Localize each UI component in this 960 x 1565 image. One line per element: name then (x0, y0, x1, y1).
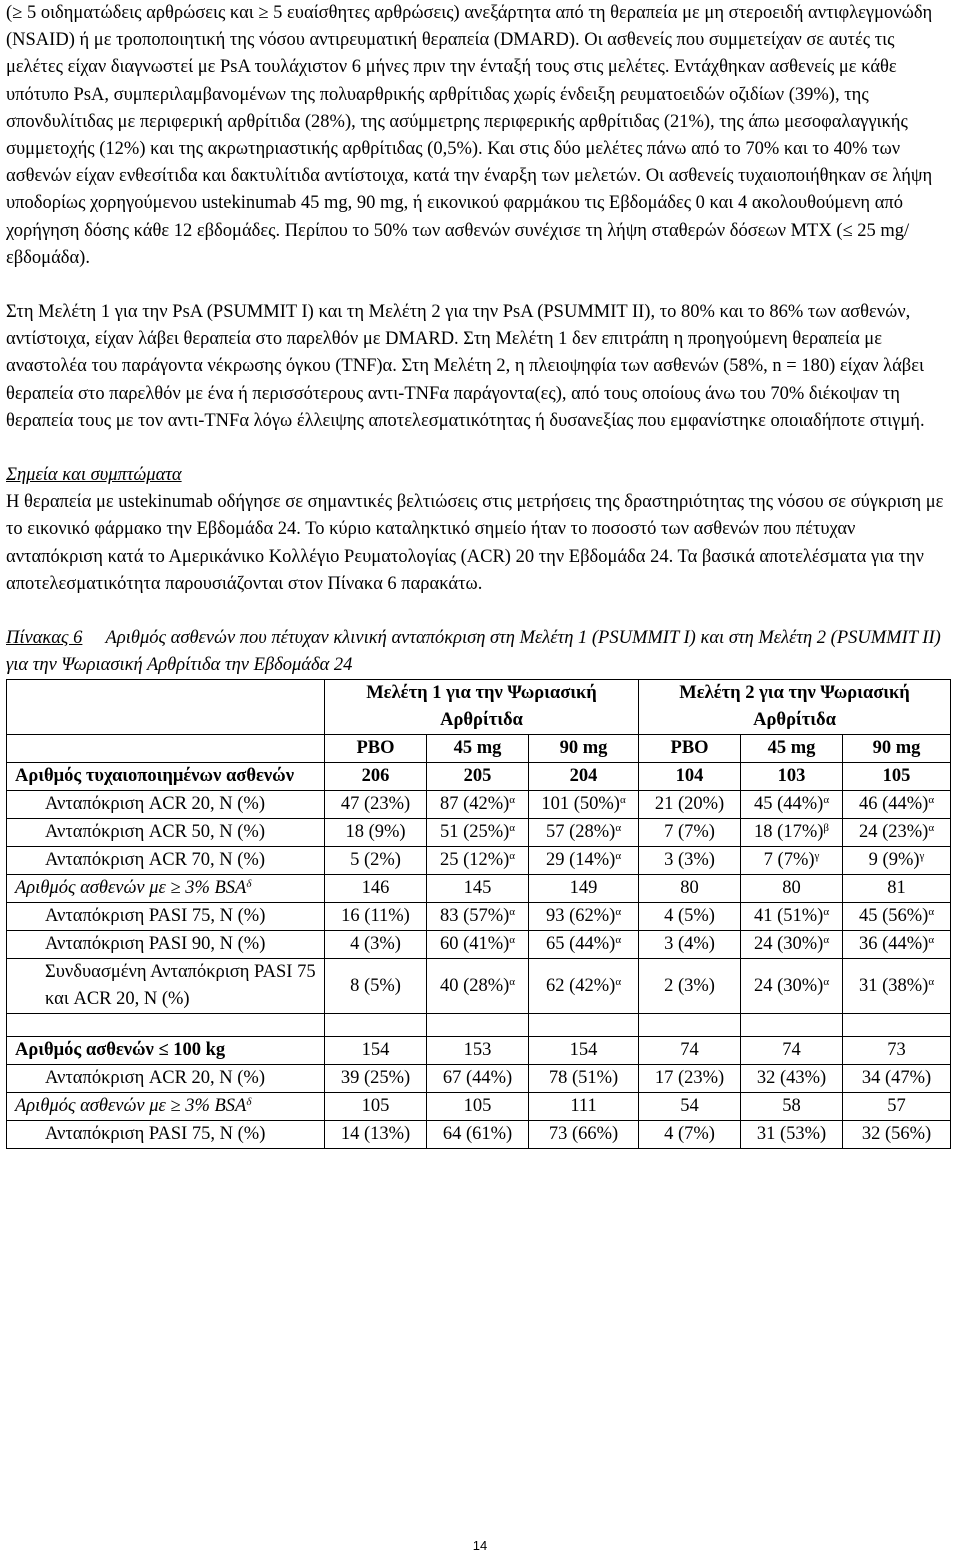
table-cell (639, 1093, 741, 1121)
table-cell (741, 847, 843, 875)
cell-value: 14 (13%) (340, 1124, 411, 1145)
row-label (7, 1093, 325, 1121)
table-cell (427, 875, 529, 903)
footnote-marker: α (928, 906, 935, 919)
cell-value: 145 (463, 878, 492, 899)
cell-value: 31 (38%) (858, 975, 929, 996)
results-table (6, 679, 951, 1149)
row-label-text: Ανταπόκριση ACR 20, N (%) (45, 794, 266, 815)
cell-value: 80 (680, 878, 699, 899)
cell-value: 46 (44%) (858, 794, 929, 815)
table-cell (427, 1037, 529, 1065)
cell-value: 74 (782, 1040, 801, 1061)
table-cell (325, 791, 427, 819)
table-cell (427, 819, 529, 847)
col-header: 45 mg (741, 735, 843, 763)
cell-value: 73 (887, 1040, 906, 1061)
cell-value: 24 (23%) (858, 822, 929, 843)
table-row (7, 1065, 951, 1093)
cell-value: 24 (30%) (753, 934, 824, 955)
table-cell (843, 819, 951, 847)
table-cell (325, 1037, 427, 1065)
cell-value: 206 (361, 766, 390, 787)
row-label-text: Αριθμός ασθενών ≤ 100 kg (15, 1040, 226, 1061)
table-row (7, 903, 951, 931)
row-label (7, 791, 325, 819)
table-caption (6, 625, 954, 679)
table-row (7, 791, 951, 819)
footnote-marker: α (509, 850, 516, 863)
table-header-dose-row (7, 735, 951, 763)
table-row (7, 1093, 951, 1121)
table-cell (741, 959, 843, 1014)
cell-value: 4 (5%) (664, 906, 715, 927)
cell-value: 9 (9%) (868, 850, 920, 871)
footnote-marker: α (928, 975, 935, 988)
footnote-marker: α (509, 934, 516, 947)
table-cell (325, 875, 427, 903)
cell-value: 24 (30%) (753, 975, 824, 996)
table-row (7, 819, 951, 847)
row-label (7, 875, 325, 903)
col-header: PBO (325, 735, 427, 763)
table-cell (843, 763, 951, 791)
table-cell (639, 931, 741, 959)
table-cell-empty (427, 1014, 529, 1037)
table-cell (741, 875, 843, 903)
footnote-marker: γ (814, 850, 820, 863)
footnote-marker: α (615, 850, 622, 863)
table-cell (843, 847, 951, 875)
cell-value: 154 (569, 1040, 598, 1061)
table-cell (843, 875, 951, 903)
cell-value: 40 (28%) (439, 975, 510, 996)
paragraph-results: Η θεραπεία με ustekinumab οδήγησε σε σημαντικές βελτιώσεις στις μετρήσεις της δραστηριότητας της νόσου σε σύγκριση με το εικονικό φάρμακο την Εβδομάδα 24. Το κύριο καταληκτικό σημείο ήταν το ποσοστό των ασθενών που πέτυχαν ανταπόκριση κατά το Αμερικάνικο Κολλέγιο Ρευματολογίας (ACR) 20 την Εβδομάδα 24. Τα βασικά αποτελέσματα για την αποτελεσματικότητα παρουσιάζονται στον Πίνακα 6 παρακάτω. (6, 492, 944, 594)
table-header-empty (7, 735, 325, 763)
table-cell (325, 1093, 427, 1121)
table-cell (639, 1037, 741, 1065)
cell-value: 83 (57%) (439, 906, 510, 927)
table-cell (741, 1065, 843, 1093)
cell-value: 34 (47%) (861, 1068, 932, 1089)
footnote-marker: α (928, 822, 935, 835)
footnote-marker: δ (246, 878, 252, 891)
table-cell (529, 1065, 639, 1093)
col-header: 45 mg (427, 735, 529, 763)
table-cell (639, 903, 741, 931)
table-cell (639, 875, 741, 903)
cell-value: 57 (28%) (545, 822, 616, 843)
col-header: PBO (639, 735, 741, 763)
cell-value: 205 (463, 766, 492, 787)
row-label (7, 763, 325, 791)
table-cell (639, 959, 741, 1014)
row-label-text: Ανταπόκριση ACR 50, N (%) (45, 822, 266, 843)
row-label-text: Ανταπόκριση ACR 20, N (%) (45, 1068, 266, 1089)
table-cell (325, 1121, 427, 1149)
row-label (7, 1065, 325, 1093)
table-cell (325, 847, 427, 875)
footnote-marker: α (928, 934, 935, 947)
footnote-marker: α (509, 822, 516, 835)
row-label (7, 959, 325, 1014)
paragraph-study-design: (≥ 5 οιδηματώδεις αρθρώσεις και ≥ 5 ευαίσθητες αρθρώσεις) ανεξάρτητα από τη θεραπεία με μη στεροειδή αντιφλεγμονώδη (NSAID) ή με τροποποιητική της νόσου αντιρευματική θεραπεία (DMARD). Οι ασθενείς που συμμετείχαν σε αυτές τις μελέτες είχαν διαγνωστεί με PsA τουλάχιστον 6 μήνες πριν την ένταξή τους στις μελέτες. Εντάχθηκαν ασθενείς με κάθε υπότυπο PsA, συμπεριλαμβανομένων της πολυαρθρικής αρθρίτιδας χωρίς ένδειξη ρευματοειδών οζιδίων (39%), της σπονδυλίτιδας με περιφερική αρθρίτιδα (28%), της ασύμμετρης περιφερικής αρθρίτιδας (21%), της άπω μεσοφαλαγγικής συμμετοχής (12%) και της ακρωτηριαστικής αρθρίτιδας (0,5%). Και στις δύο μελέτες πάνω από το 70% και το 40% των ασθενών είχαν ενθεσίτιδα και δακτυλίτιδα αντίστοιχα, κατά την έναρξη των μελετών. Οι ασθενείς τυχαιοποιήθηκαν σε λήψη υποδορίως χορηγούμενου ustekinumab 45 mg, 90 mg, ή εικονικού φαρμάκου τις Εβδομάδες 0 και 4 ακολουθούμενη από χορήγηση δόσης κάθε 12 εβδομάδες. Περίπου το 50% των ασθενών συνέχισε τη λήψη σταθερών δόσεων MTX (≤ 25 mg/εβδομάδα). (6, 3, 933, 268)
cell-value: 105 (882, 766, 911, 787)
cell-value: 54 (680, 1096, 699, 1117)
cell-value: 57 (887, 1096, 906, 1117)
cell-value: 93 (62%) (545, 906, 616, 927)
table-cell (741, 1037, 843, 1065)
cell-value: 67 (44%) (442, 1068, 513, 1089)
cell-value: 58 (782, 1096, 801, 1117)
row-label (7, 903, 325, 931)
cell-value: 62 (42%) (545, 975, 616, 996)
cell-value: 2 (3%) (664, 975, 715, 996)
table-cell (741, 819, 843, 847)
table-cell (843, 1037, 951, 1065)
cell-value: 7 (7%) (664, 822, 715, 843)
table-cell (427, 791, 529, 819)
row-label (7, 1121, 325, 1149)
row-label (7, 847, 325, 875)
table-cell (639, 819, 741, 847)
table-cell (741, 931, 843, 959)
table-row (7, 847, 951, 875)
col-header: 90 mg (843, 735, 951, 763)
table-cell (427, 903, 529, 931)
section-heading: Σημεία και συμπτώματα (6, 465, 182, 486)
table-cell (325, 1065, 427, 1093)
table-row (7, 1121, 951, 1149)
row-label-text: Αριθμός ασθενών με ≥ 3% BSA (15, 878, 247, 899)
table-cell (529, 903, 639, 931)
table-cell (529, 931, 639, 959)
cell-value: 80 (782, 878, 801, 899)
page-number: 14 (472, 1538, 488, 1553)
cell-value: 4 (3%) (350, 934, 401, 955)
table-header-empty (7, 680, 325, 735)
footnote-marker: α (928, 794, 935, 807)
table-cell (529, 763, 639, 791)
cell-value: 104 (675, 766, 704, 787)
col-header: 90 mg (529, 735, 639, 763)
table-row (7, 959, 951, 1014)
footnote-marker: α (823, 794, 830, 807)
footnote-marker: α (615, 934, 622, 947)
table-cell (427, 1121, 529, 1149)
cell-value: 47 (23%) (340, 794, 411, 815)
cell-value: 105 (463, 1096, 492, 1117)
table-cell (741, 903, 843, 931)
table-cell (639, 1065, 741, 1093)
table-spacer-row (7, 1014, 951, 1037)
cell-value: 16 (11%) (341, 906, 410, 927)
cell-value: 60 (41%) (439, 934, 510, 955)
table-cell-empty (7, 1014, 325, 1037)
table-cell (639, 847, 741, 875)
cell-value: 45 (44%) (753, 794, 824, 815)
table-cell (325, 931, 427, 959)
table-cell-empty (325, 1014, 427, 1037)
table-cell (529, 819, 639, 847)
row-label (7, 931, 325, 959)
table-cell-empty (843, 1014, 951, 1037)
table-cell (741, 1121, 843, 1149)
table-header-study2: Μελέτη 2 για την Ψωριασική Αρθρίτιδα (639, 680, 951, 735)
cell-value: 39 (25%) (340, 1068, 411, 1089)
row-label-text: Αριθμός τυχαιοποιημένων ασθενών (15, 766, 294, 787)
footnote-marker: α (615, 975, 622, 988)
cell-value: 73 (66%) (548, 1124, 619, 1145)
cell-value: 45 (56%) (858, 906, 929, 927)
table-cell (325, 903, 427, 931)
table-cell (639, 791, 741, 819)
table-caption-label: Πίνακας 6 (6, 628, 83, 649)
table-cell (529, 959, 639, 1014)
table-cell (843, 903, 951, 931)
table-cell (741, 1093, 843, 1121)
table-cell (639, 763, 741, 791)
table-cell (843, 1065, 951, 1093)
table-cell (529, 1037, 639, 1065)
footnote-marker: α (509, 906, 516, 919)
table-row (7, 763, 951, 791)
table-cell-empty (741, 1014, 843, 1037)
cell-value: 32 (43%) (756, 1068, 827, 1089)
table-cell (843, 959, 951, 1014)
table-cell (427, 931, 529, 959)
table-caption-text: Αριθμός ασθενών που πέτυχαν κλινική ανταπόκριση στη Μελέτη 1 (PSUMMIT I) και στη Μελέτη 2 (PSUMMIT II) για την Ψωριασική Αρθρίτιδα την Εβδομάδα 24 (6, 628, 941, 676)
table-cell (639, 1121, 741, 1149)
paragraph-prior-therapy: Στη Μελέτη 1 για την PsA (PSUMMIT I) και τη Μελέτη 2 για την PsA (PSUMMIT II), το 80% και το 86% των ασθενών, αντίστοιχα, είχαν λάβει θεραπεία στο παρελθόν με DMARD. Στη Μελέτη 1 δεν επιτράπη η προηγούμενη θεραπεία με αναστολέα του παράγοντα νέκρωσης όγκου (TNF)α. Στη Μελέτη 2, η πλειοψηφία των ασθενών (58%, n = 180) είχαν λάβει θεραπεία στο παρελθόν με ένα ή περισσότερους αντι-TNFα παράγοντα(ες), από τους οποίους άνω του 70% διέκοψαν τη θεραπεία τους με τον αντι-TNFα λόγω έλλειψης αποτελεσματικότητας ή δυσανεξίας που εμφανίστηκε οποιαδήποτε στιγμή. (6, 302, 925, 431)
cell-value: 31 (53%) (756, 1124, 827, 1145)
cell-value: 153 (463, 1040, 492, 1061)
table-cell (427, 1065, 529, 1093)
cell-value: 7 (7%) (763, 850, 815, 871)
table-row (7, 875, 951, 903)
table-cell (843, 791, 951, 819)
table-cell (843, 1093, 951, 1121)
cell-value: 3 (3%) (664, 850, 715, 871)
row-label-text: Αριθμός ασθενών με ≥ 3% BSA (15, 1096, 247, 1117)
cell-value: 101 (50%) (541, 794, 620, 815)
cell-value: 65 (44%) (545, 934, 616, 955)
row-label-text: Ανταπόκριση PASI 75, N (%) (45, 1124, 266, 1145)
cell-value: 146 (361, 878, 390, 899)
cell-value: 3 (4%) (664, 934, 715, 955)
table-cell (529, 847, 639, 875)
table-cell (741, 791, 843, 819)
table-cell (325, 763, 427, 791)
cell-value: 32 (56%) (861, 1124, 932, 1145)
table-cell (427, 763, 529, 791)
row-label (7, 1037, 325, 1065)
cell-value: 74 (680, 1040, 699, 1061)
table-cell (529, 875, 639, 903)
footnote-marker: α (509, 794, 516, 807)
cell-value: 111 (570, 1096, 597, 1117)
row-label-text: Ανταπόκριση PASI 90, N (%) (45, 934, 266, 955)
cell-value: 41 (51%) (753, 906, 824, 927)
row-label-text: Ανταπόκριση PASI 75, N (%) (45, 906, 266, 927)
table-cell (529, 1093, 639, 1121)
cell-value: 81 (887, 878, 906, 899)
footnote-marker: α (823, 906, 830, 919)
cell-value: 21 (20%) (654, 794, 725, 815)
cell-value: 17 (23%) (654, 1068, 725, 1089)
table-cell-empty (639, 1014, 741, 1037)
table-cell (843, 1121, 951, 1149)
table-cell (325, 819, 427, 847)
table-cell (325, 959, 427, 1014)
cell-value: 51 (25%) (439, 822, 510, 843)
table-cell (427, 1093, 529, 1121)
cell-value: 36 (44%) (858, 934, 929, 955)
table-row (7, 931, 951, 959)
cell-value: 204 (569, 766, 598, 787)
footnote-marker: α (823, 975, 830, 988)
footnote-marker: γ (919, 850, 925, 863)
footnote-marker: α (615, 906, 622, 919)
row-label (7, 819, 325, 847)
document-page (6, 0, 954, 1149)
cell-value: 105 (361, 1096, 390, 1117)
row-label-text: Ανταπόκριση ACR 70, N (%) (45, 850, 266, 871)
cell-value: 8 (5%) (350, 975, 401, 996)
table-cell (529, 791, 639, 819)
cell-value: 154 (361, 1040, 390, 1061)
cell-value: 29 (14%) (545, 850, 616, 871)
cell-value: 4 (7%) (664, 1124, 715, 1145)
cell-value: 18 (17%) (754, 822, 824, 843)
cell-value: 103 (777, 766, 806, 787)
cell-value: 25 (12%) (439, 850, 510, 871)
footnote-marker: α (619, 794, 626, 807)
footnote-marker: α (823, 934, 830, 947)
table-cell (427, 847, 529, 875)
cell-value: 64 (61%) (442, 1124, 513, 1145)
cell-value: 149 (569, 878, 598, 899)
table-row (7, 1037, 951, 1065)
table-cell (741, 763, 843, 791)
footnote-marker: δ (246, 1096, 252, 1109)
table-cell-empty (529, 1014, 639, 1037)
table-cell (427, 959, 529, 1014)
table-header-study1: Μελέτη 1 για την Ψωριασική Αρθρίτιδα (325, 680, 639, 735)
table-cell (529, 1121, 639, 1149)
cell-value: 5 (2%) (350, 850, 401, 871)
cell-value: 78 (51%) (548, 1068, 619, 1089)
footnote-marker: α (615, 822, 622, 835)
row-label-text: Συνδυασμένη Ανταπόκριση PASI 75 και ACR 20, N (%) (45, 962, 316, 1010)
table-header-study-row (7, 680, 951, 735)
footnote-marker: β (823, 822, 830, 835)
cell-value: 87 (42%) (439, 794, 510, 815)
footnote-marker: α (509, 975, 516, 988)
cell-value: 18 (9%) (345, 822, 406, 843)
table-cell (843, 931, 951, 959)
